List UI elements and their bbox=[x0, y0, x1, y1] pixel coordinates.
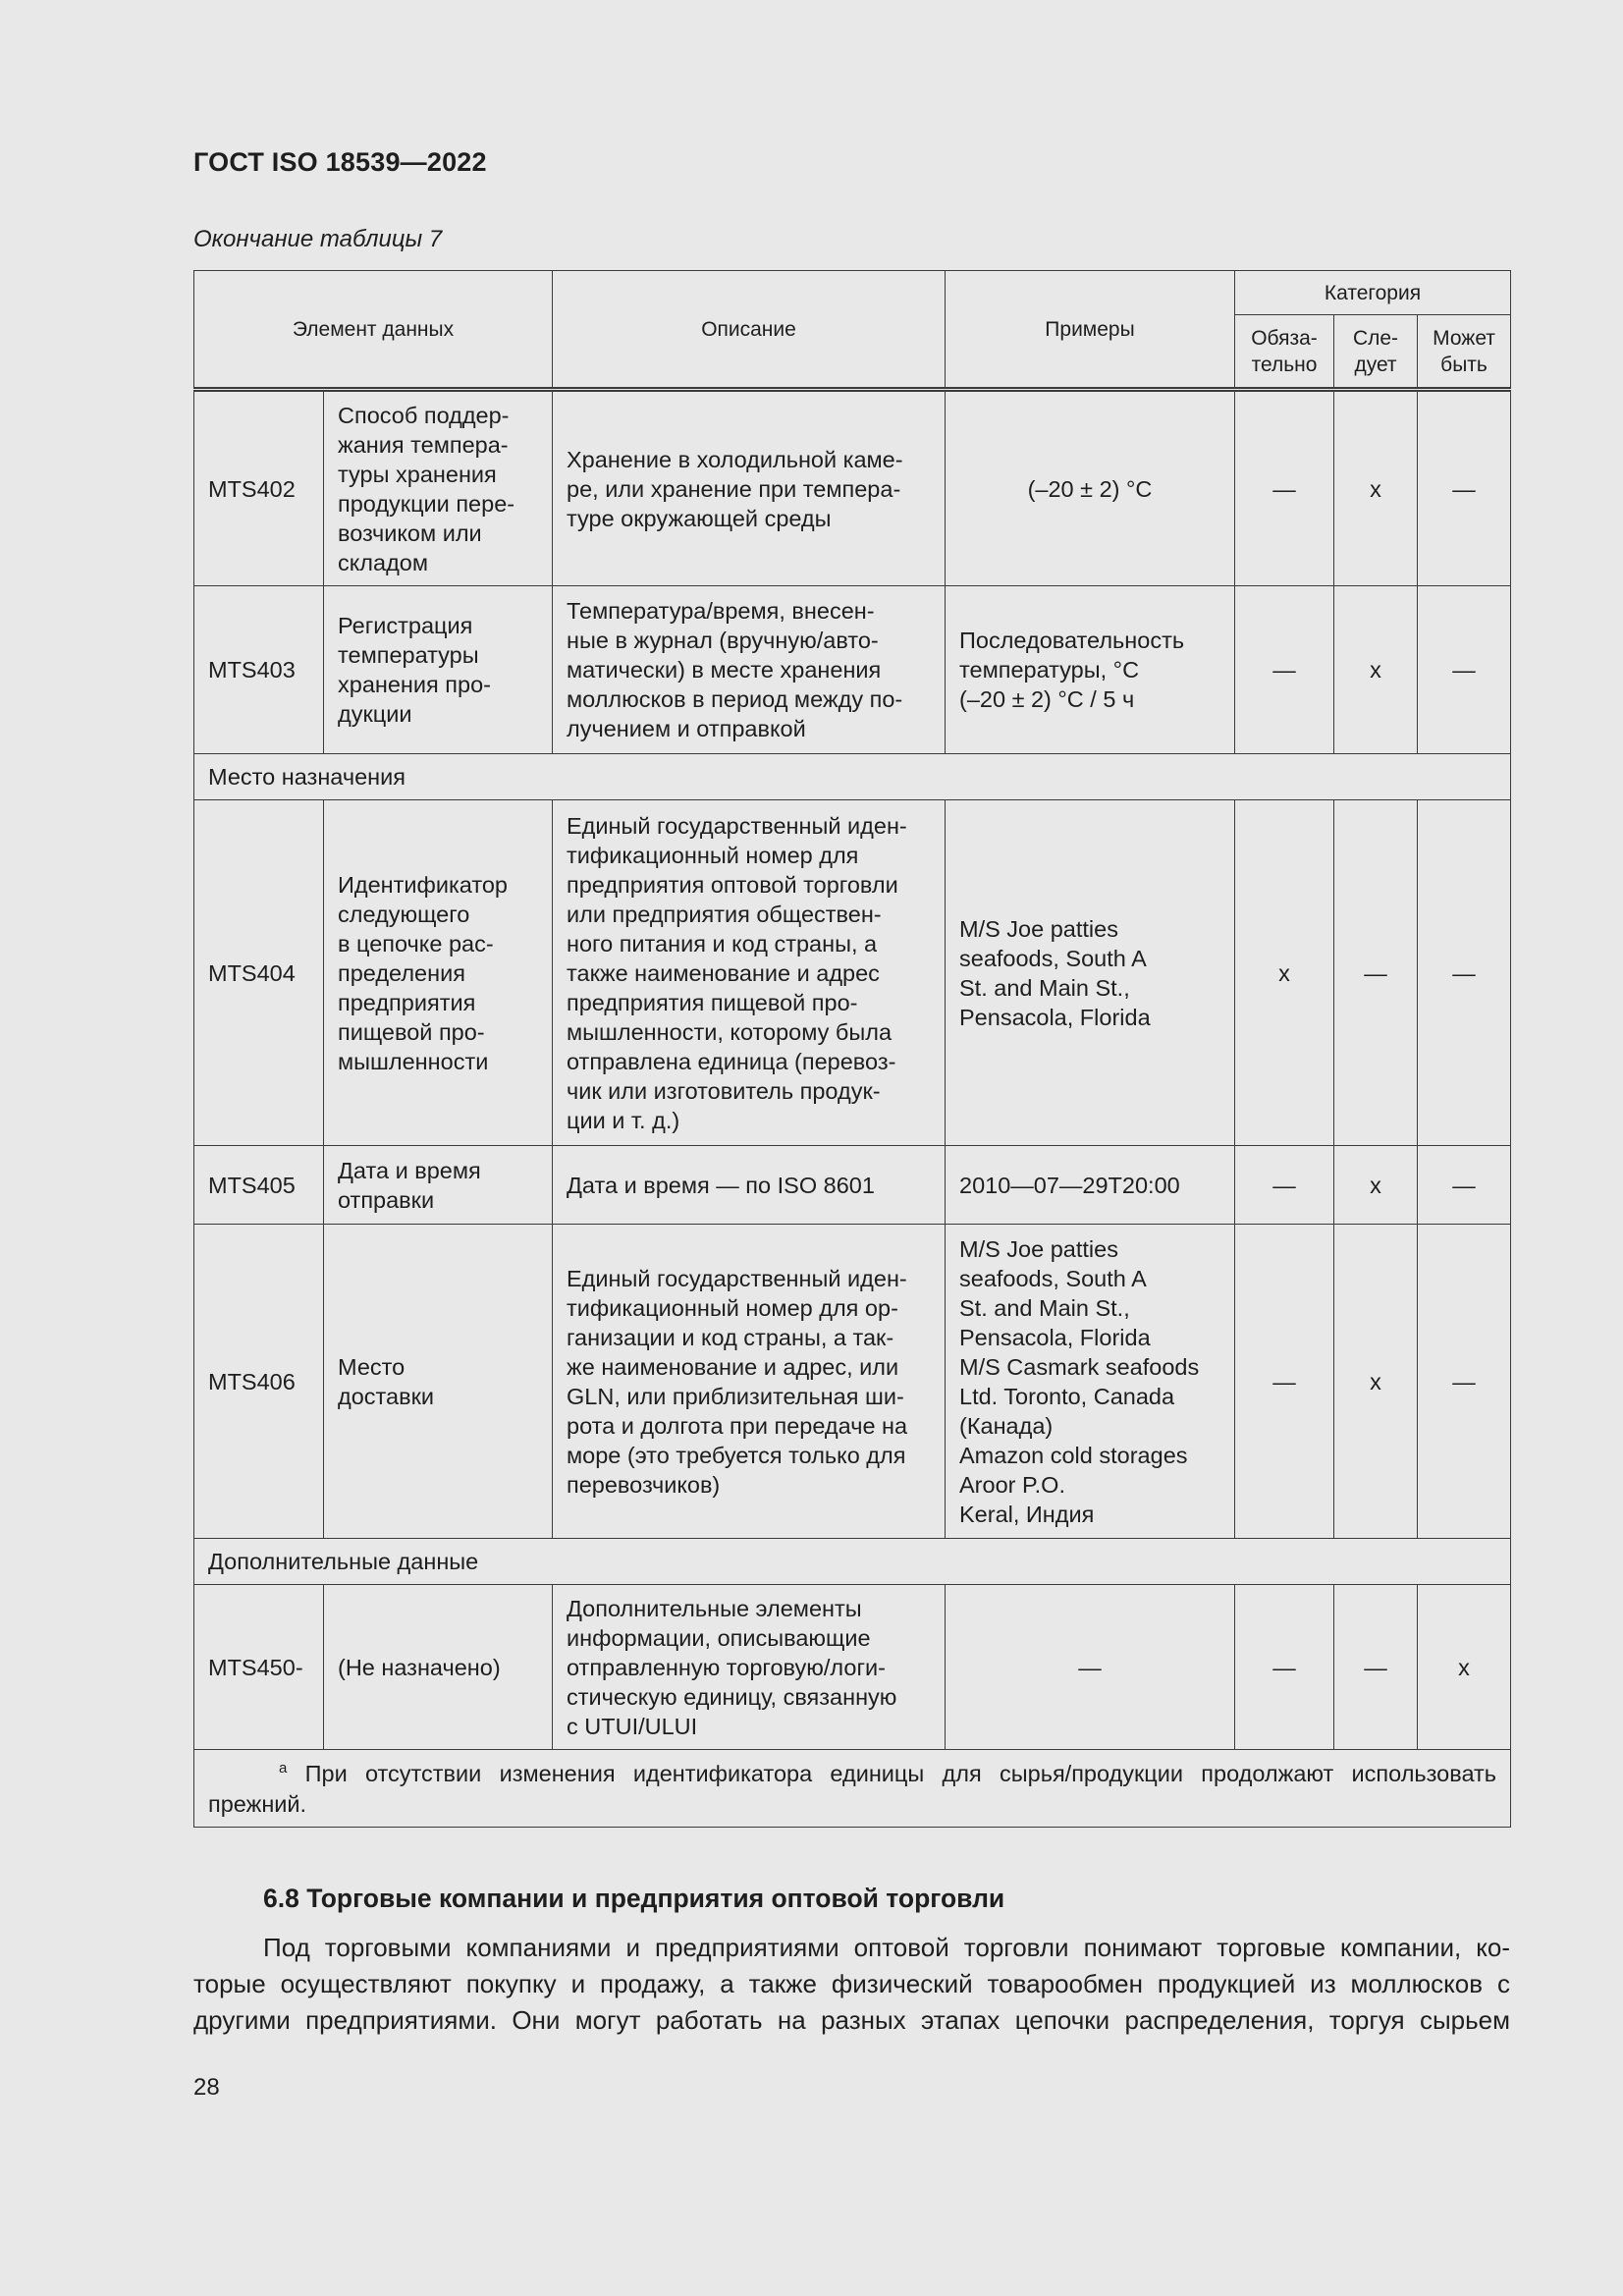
row-name: Дата и время отправки bbox=[324, 1146, 553, 1225]
table-row bbox=[194, 1585, 1511, 1750]
row-may: x bbox=[1418, 1585, 1511, 1750]
row-description: Дата и время — по ISO 8601 bbox=[553, 1146, 946, 1225]
row-examples: — bbox=[946, 1585, 1235, 1750]
section-heading: 6.8 Торговые компании и предприятия оптовой торговли bbox=[263, 1884, 1005, 1913]
footnote-row bbox=[194, 1750, 1511, 1828]
row-examples: M/S Joe patties seafoods, South A St. and Main St., Pensacola, Florida M/S Casmark seafoods Ltd. Toronto, Canada (Канада) Amazon cold storages Aroor P.O. Keral, Индия bbox=[946, 1225, 1235, 1539]
table-row bbox=[194, 390, 1511, 586]
header-description: Описание bbox=[553, 271, 946, 390]
footnote-mark: a bbox=[279, 1760, 288, 1777]
row-name: Место доставки bbox=[324, 1225, 553, 1539]
row-code: MTS404 bbox=[194, 800, 324, 1146]
row-description: Дополнительные элементы информации, описывающие отправленную торговую/логи- стическую единицу, связанную с UTUI/ULUI bbox=[553, 1585, 946, 1750]
header-examples: Примеры bbox=[946, 271, 1235, 390]
row-may: — bbox=[1418, 1225, 1511, 1539]
row-should: x bbox=[1334, 1146, 1418, 1225]
row-description: Температура/время, внесен- ные в журнал (вручную/авто- матически) в месте хранения моллюсков в период между по- лучением и отправкой bbox=[553, 586, 946, 754]
header-element: Элемент данных bbox=[194, 271, 553, 390]
table-caption: Окончание таблицы 7 bbox=[193, 226, 443, 252]
paragraph-line: торые осуществляют покупку и продажу, а также физический товарообмен продукцией из моллюсков с bbox=[193, 1969, 1510, 1998]
row-name: (Не назначено) bbox=[324, 1585, 553, 1750]
row-mandatory: — bbox=[1235, 586, 1334, 754]
document-header: ГОСТ ISO 18539—2022 bbox=[193, 147, 487, 177]
row-may: — bbox=[1418, 1146, 1511, 1225]
row-examples: Последовательность температуры, °C (–20 ± 2) °C / 5 ч bbox=[946, 586, 1235, 754]
row-should: x bbox=[1334, 1225, 1418, 1539]
row-code: MTS403 bbox=[194, 586, 324, 754]
row-mandatory: — bbox=[1235, 1146, 1334, 1225]
table-row bbox=[194, 800, 1511, 1146]
section-row bbox=[194, 754, 1511, 800]
row-name: Способ поддер- жания темпера- туры хранения продукции пере- возчиком или складом bbox=[324, 390, 553, 586]
data-elements-table bbox=[193, 270, 1511, 1828]
row-examples: (–20 ± 2) °C bbox=[946, 390, 1235, 586]
row-should: x bbox=[1334, 390, 1418, 586]
body-paragraph bbox=[193, 1930, 1510, 2039]
table-row bbox=[194, 1225, 1511, 1539]
paragraph-line: другими предприятиями. Они могут работать на разных этапах цепочки распределения, торгуя сырьем bbox=[193, 2005, 1510, 2035]
row-examples: M/S Joe patties seafoods, South A St. and Main St., Pensacola, Florida bbox=[946, 800, 1235, 1146]
footnote-text: При отсутствии изменения идентификатора единицы для сырья/продукции продолжают использовать прежний. bbox=[208, 1761, 1497, 1817]
row-mandatory: — bbox=[1235, 390, 1334, 586]
row-name: Регистрация температуры хранения про- дукции bbox=[324, 586, 553, 754]
row-description: Единый государственный иден- тификационный номер для предприятия оптовой торговли или предприятия обществен- ного питания и код страны, а также наименование и адрес предприятия пищевой про- мышленности, которому была отправлена единица (перевоз- чик или изготовитель продук- ции и т. д.) bbox=[553, 800, 946, 1146]
row-examples: 2010—07—29T20:00 bbox=[946, 1146, 1235, 1225]
header-should: Сле- дует bbox=[1334, 315, 1418, 390]
section-additional: Дополнительные данные bbox=[194, 1539, 1511, 1585]
row-should: x bbox=[1334, 586, 1418, 754]
row-code: MTS402 bbox=[194, 390, 324, 586]
header-may: Может быть bbox=[1418, 315, 1511, 390]
row-should: — bbox=[1334, 800, 1418, 1146]
row-may: — bbox=[1418, 390, 1511, 586]
row-mandatory: — bbox=[1235, 1585, 1334, 1750]
row-code: MTS405 bbox=[194, 1146, 324, 1225]
row-name: Идентификатор следующего в цепочке рас- пределения предприятия пищевой про- мышленности bbox=[324, 800, 553, 1146]
paragraph-line: Под торговыми компаниями и предприятиями оптовой торговли понимают торговые компании, ко- bbox=[263, 1933, 1510, 1962]
section-destination: Место назначения bbox=[194, 754, 1511, 800]
row-should: — bbox=[1334, 1585, 1418, 1750]
row-description: Хранение в холодильной каме- ре, или хранение при темпера- туре окружающей среды bbox=[553, 390, 946, 586]
page-number: 28 bbox=[193, 2074, 220, 2101]
row-may: — bbox=[1418, 586, 1511, 754]
row-may: — bbox=[1418, 800, 1511, 1146]
section-row bbox=[194, 1539, 1511, 1585]
row-description: Единый государственный иден- тификационный номер для ор- ганизации и код страны, а так- же наименование и адрес, или GLN, или приблизительная ши- рота и долгота при передаче на море (это требуется только для перевозчиков) bbox=[553, 1225, 946, 1539]
row-code: MTS450- bbox=[194, 1585, 324, 1750]
row-mandatory: — bbox=[1235, 1225, 1334, 1539]
header-category: Категория bbox=[1235, 271, 1511, 315]
row-code: MTS406 bbox=[194, 1225, 324, 1539]
row-mandatory: x bbox=[1235, 800, 1334, 1146]
table-footnote bbox=[194, 1750, 1511, 1828]
header-mandatory: Обяза- тельно bbox=[1235, 315, 1334, 390]
table-row bbox=[194, 1146, 1511, 1225]
table-row bbox=[194, 586, 1511, 754]
